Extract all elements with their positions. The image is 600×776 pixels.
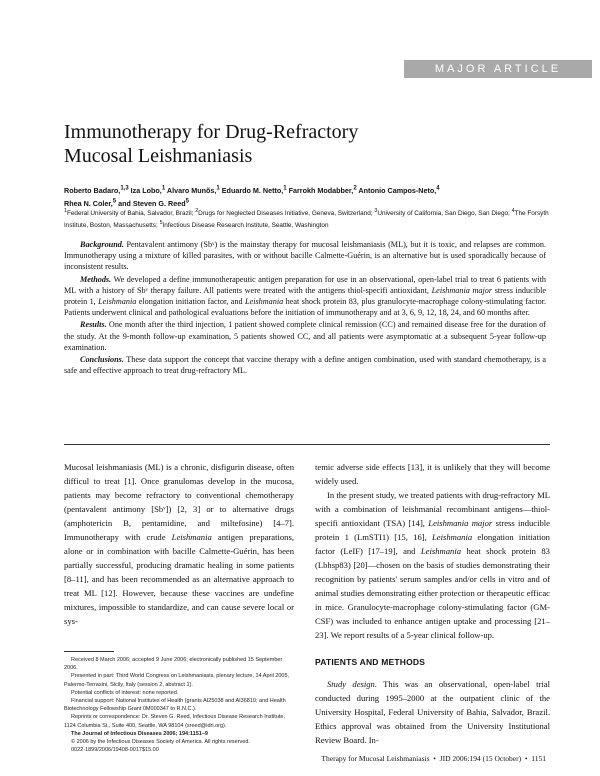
abstract-conclusions: Conclusions. These data support the concept that vaccine therapy with a define antigen combination, used with standard chemotherapy, is a safe and effective approach to treat drug-refractory ML.	[64, 355, 546, 376]
footnote: Presented in part: Third World Congress on Leishmaniasis, plenary lecture, 14 April 2005, Palermo-Terrasini, Sicily, Italy (session 2, abstract 1).	[64, 673, 290, 688]
title-line-2: Mucosal Leishmaniasis	[64, 145, 253, 167]
footnote: Financial support: National Institutes of Health (grants AI25038 and AI36810; and Health Biotechnology Fellowship Grant 0M000347 to R.N.C.).	[64, 698, 286, 713]
author: Alvaro Munõs,$^1$	[166, 186, 220, 196]
body-paragraph: In the present study, we treated patients with drug-refractory ML with a combination of leishmanial recombinant antigens—thiol-specifi antioxidant (TSA) [14], Leishmania major stress inducible protein 1 (LmSTI1) [15, 16], Leishmania elongation initiation factor (LeIF) [17–19], and Leishmania heat shock protein 83 (Lbhsp83) [20]—chosen on the basis of studies demonstrating their recognition by patients' serum samples and/or cells in vitro and of animal studies demonstrating either protection or therapeutic efficac in mice. Granulocyte-macrophage colony-stimulating factor (GM-CSF) was included to enhance antigen uptake and processing [21–23]. We report results of a 5-year clinical follow-up.	[315, 490, 550, 640]
issn-line: 0022-1899/2006/19408-0017$15.00	[71, 747, 159, 754]
footer-journal: JID 2006:194 (15 October)	[439, 754, 522, 763]
footnotes	[64, 656, 294, 754]
article-type-banner: MAJOR ARTICLE	[404, 60, 592, 78]
copyright-line: © 2006 by the Infectious Diseases Society of America. All rights reserved.	[71, 739, 250, 746]
abstract	[64, 239, 546, 377]
footnote-divider	[64, 651, 114, 652]
body-paragraph: Study design. This was an observational, open-label trial conducted during 1995–2000 at the outpatient clinic of the University Hospital, Federal University of Bahia, Salvador, Brazil. Ethics approval was obtained from the University Institutional Review Board. In-	[315, 679, 550, 745]
author: Rhea N. Coler,$^5$	[64, 198, 117, 208]
abstract-methods: Methods. We developed a define immunotherapeutic antigen preparation for use in an observational, open-label trial to treat 6 patients with ML with a history of Sbᵛ therapy failure. All patients were treated with the antigens thiol-specifi antioxidant, Leishmania major stress inducible protein 1, Leishmania elongation initiation factor, and Leishmania heat shock protein 83, plus granulocyte-macrophage colony-stimulating factor. Patients underwent clinical and pathological evaluations before the initiation of immunotherapy and at 3, 6, 9, 12, 18, 24, and 60 months after.	[64, 274, 547, 318]
footer-separator: •	[431, 754, 438, 763]
body-column-right	[315, 460, 550, 747]
author: Eduardo M. Netto,$^1$	[221, 186, 287, 196]
page-number: 1151	[531, 754, 546, 763]
section-heading: PATIENTS AND METHODS	[315, 657, 426, 667]
author: Iza Lobo,$^1$	[130, 186, 166, 196]
footnote: Received 8 March 2006; accepted 9 June 2006; electronically published 15 September 2006.	[64, 657, 283, 672]
article-title	[64, 120, 544, 168]
footnote: Reprints or correspondence: Dr. Steven G. Reed, Infectious Disease Research Institute, 1124 Columbia St., Suite 400, Seattle, WA 98104 (sreed@idri.org).	[64, 714, 285, 729]
affiliations: $^1$Federal University of Bahia, Salvador, Brazil; $^2$Drugs for Neglected Diseases Initiative, Geneva, Switzerland; $^3$University of California, San Diego, San Diego; $^4$The Forsyth Institute, Boston, Massachusetts; $^5$Infectious Disease Research Institute, Seattle, Washington	[64, 208, 549, 229]
abstract-results: Results. One month after the third injection, 1 patient showed complete clinical remission (CC) and remained disease free for the duration of the study. At the 9-month follow-up examination, 5 patients showed CC, and all patients were asymptomatic at a subsequent 5-year follow-up examination.	[64, 320, 547, 352]
author: Farrokh Modabber,$^2$	[288, 186, 357, 196]
body-paragraph: temic adverse side effects [13], it is unlikely that they will become widely used.	[315, 462, 550, 486]
body-paragraph: Mucosal leishmaniasis (ML) is a chronic, disfigurin disease, often difficul to treat [1]. Once granulomas develop in the mucosa, patients may become refractory to conventional chemotherapy (pentavalent antimony [Sbᵛ]) [2, 3] or to alternative drugs (amphotericin B, pentamidine, and miltefosine) [4–7]. Immunotherapy with crude Leishmania antigen preparations, alone or in combination with bacille Calmette-Guérin, has been partially successful, producing dramatic healing in some patients [8–11], and has been recommended as an alternative approach to treat ML [12]. However, because these vaccines are undefine mixtures, impossible to standardize, and can cause severe local or sys-	[64, 462, 294, 626]
abstract-divider	[64, 444, 550, 445]
abstract-background: Background. Pentavalent antimony (Sbᵛ) is the mainstay therapy for mucosal leishmaniasis (ML), but it is toxic, and relapses are common. Immunotherapy using a mixture of killed parasites, with or without bacille Calmette-Guérin, is an alternative but is used sporadically because of inconsistent results.	[64, 240, 546, 272]
author: and Steven G. Reed$^5$	[118, 198, 189, 208]
footnote: Potential conflicts of interest: none reported.	[71, 689, 179, 696]
journal-citation: The Journal of Infectious Diseases 2006; 194:1151–9	[71, 730, 208, 737]
author: Roberto Badaro,$^{1,3}$	[64, 186, 129, 196]
running-title: Therapy for Mucosal Leishmaniasis	[321, 754, 430, 763]
body-column-left	[64, 460, 294, 628]
footer-separator: •	[523, 754, 530, 763]
author-list	[64, 184, 564, 209]
title-line-1: Immunotherapy for Drug-Refractory	[64, 121, 359, 143]
author: Antonio Campos-Neto,$^4$	[358, 186, 440, 196]
page-footer	[200, 754, 546, 763]
